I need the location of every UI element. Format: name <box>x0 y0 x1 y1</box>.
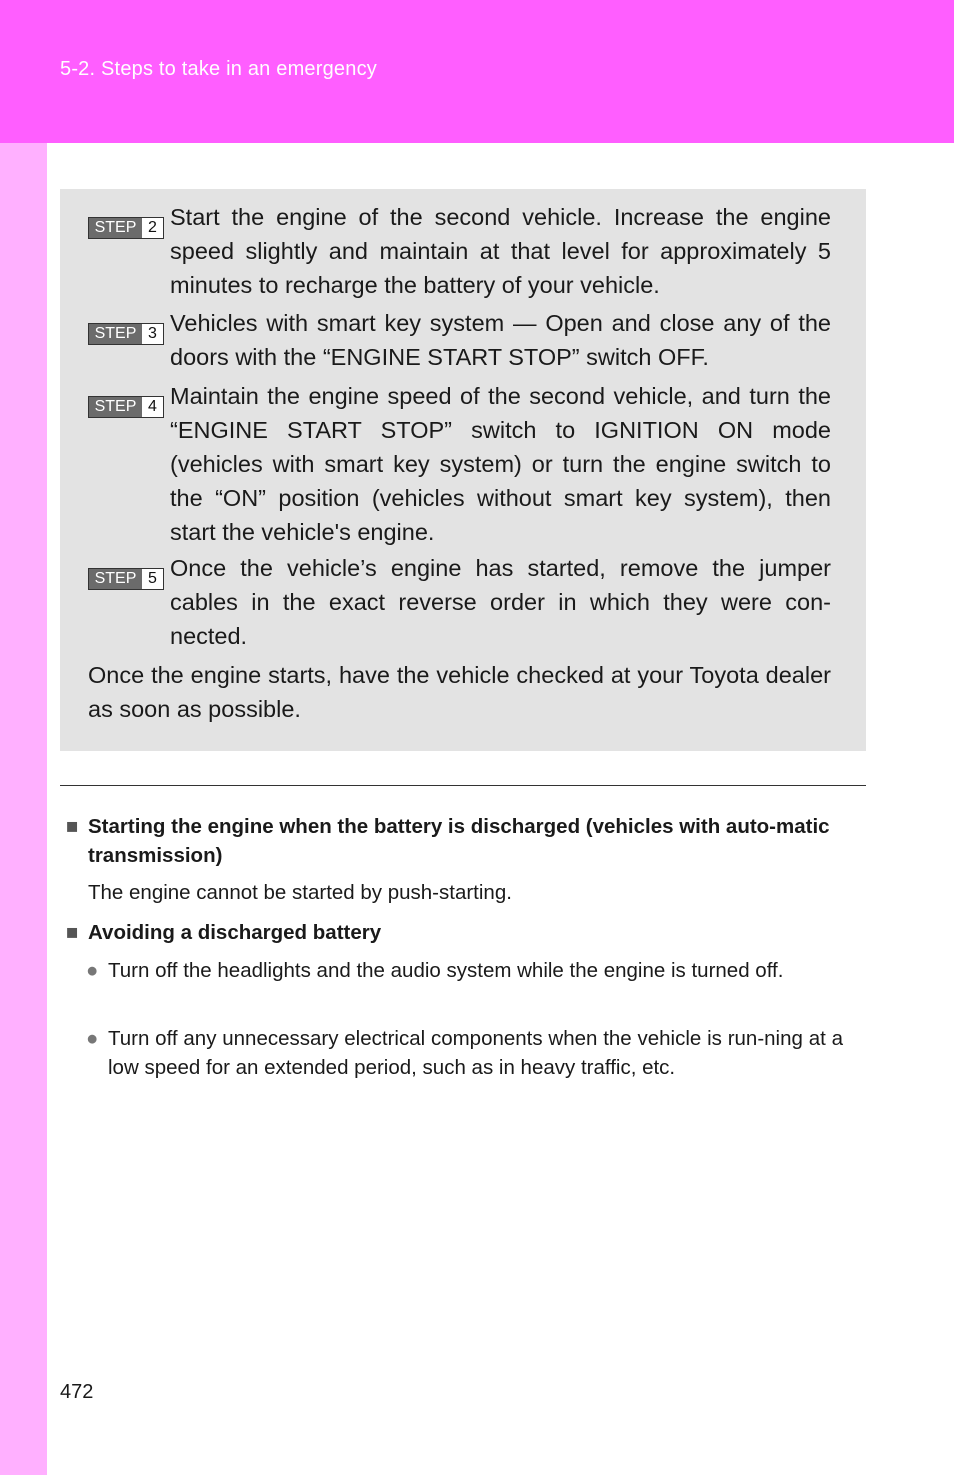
header-band <box>0 0 954 143</box>
step-badge <box>88 396 164 418</box>
note-heading-text: Avoiding a discharged battery <box>88 921 382 944</box>
step-item-4 <box>88 379 831 549</box>
step-badge-number: 4 <box>142 397 163 417</box>
step-badge-word: STEP <box>89 218 142 238</box>
note-heading-text: Starting the engine when the battery is discharged (vehicles with auto-matic transmission) <box>88 815 830 867</box>
side-strip <box>0 143 47 1475</box>
page-number: 472 <box>60 1381 94 1403</box>
step-text: Vehicles with smart key system — Open and close any of the doors with the “ENGINE START STOP” switch OFF. <box>170 310 831 370</box>
section-divider <box>60 785 866 786</box>
closing-text: Once the engine starts, have the vehicle checked at your Toyota dealer as soon as possible. <box>88 662 831 722</box>
step-badge-word: STEP <box>89 324 142 344</box>
step-badge <box>88 323 164 345</box>
bullet-item <box>86 956 843 985</box>
step-item-3 <box>88 306 831 374</box>
step-badge <box>88 217 164 239</box>
round-bullet-icon: ● <box>86 959 99 982</box>
square-bullet-icon: ■ <box>66 815 79 838</box>
step-badge-number: 5 <box>142 569 163 589</box>
square-bullet-icon: ■ <box>66 921 79 944</box>
step-text: Once the vehicle’s engine has started, remove the jumper cables in the exact reverse order in which they were con-nected. <box>170 555 831 649</box>
step-badge-number: 3 <box>142 324 163 344</box>
step-badge <box>88 568 164 590</box>
bullet-text: Turn off any unnecessary electrical components when the vehicle is run-ning at a low speed for an extended period, such as in heavy traffic, etc. <box>108 1027 843 1079</box>
step-badge-number: 2 <box>142 218 163 238</box>
breadcrumb: 5-2. Steps to take in an emergency <box>60 58 377 80</box>
step-text: Maintain the engine speed of the second vehicle, and turn the “ENGINE START STOP” switch to IGNITION ON mode (vehicles with smart key system) or turn the engine switch to the “ON” position (vehicles without smart key system), then start the vehicle's engine. <box>170 383 831 545</box>
step-badge-word: STEP <box>89 397 142 417</box>
note-body-discharged: The engine cannot be started by push-starting. <box>88 881 512 904</box>
step-panel <box>60 189 866 751</box>
note-heading-avoid <box>66 918 861 947</box>
bullet-item <box>86 1024 843 1082</box>
step-badge-word: STEP <box>89 569 142 589</box>
bullet-text: Turn off the headlights and the audio system while the engine is turned off. <box>108 959 784 982</box>
step-item-2 <box>88 200 831 302</box>
note-heading-discharged <box>66 812 861 870</box>
step-item-5 <box>88 551 831 653</box>
step-text: Start the engine of the second vehicle. Increase the engine speed slightly and maintain at that level for approximately 5 minutes to recharge the battery of your vehicle. <box>170 204 831 298</box>
round-bullet-icon: ● <box>86 1027 99 1050</box>
